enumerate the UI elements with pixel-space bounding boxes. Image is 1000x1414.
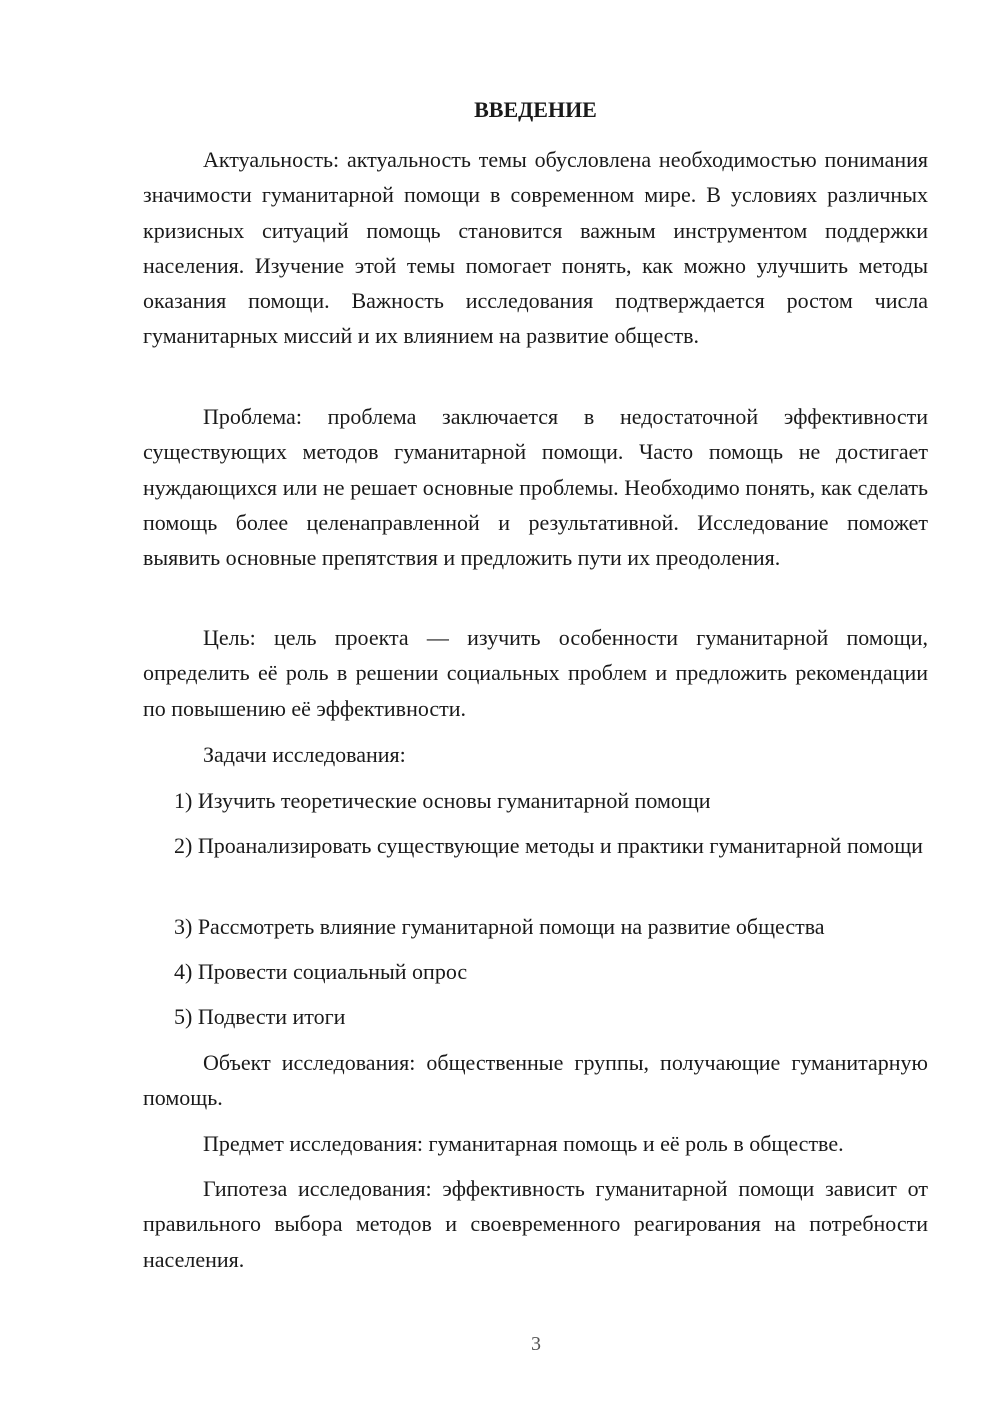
paragraph-goal [143,620,928,726]
paragraph-text: Актуальность: актуальность темы обусловлена необходимостью понимания значимости гуманитарной помощи в современном мире. В условиях различных кризисных ситуаций помощь становится важным инструментом поддержки населения. Изучение этой темы помогает понять, как можно улучшить методы оказания помощи. Важность исследования подтверждается ростом числа гуманитарных миссий и их влиянием на развитие обществ. [143,147,928,349]
paragraph-subject [143,1126,928,1161]
list-item [143,954,928,989]
paragraph-text: Предмет исследования: гуманитарная помощь и её роль в обществе. [203,1131,844,1156]
tasks-heading [143,737,928,772]
paragraph-text: Гипотеза исследования: эффективность гуманитарной помощи зависит от правильного выбора методов и своевременного реагирования на потребности населения. [143,1176,928,1272]
paragraph-problem [143,399,928,575]
task-text: 3) Рассмотреть влияние гуманитарной помощи на развитие общества [174,914,825,939]
paragraph-text: Задачи исследования: [203,742,406,767]
list-item [143,828,928,863]
paragraph-text: Объект исследования: общественные группы, получающие гуманитарную помощь. [143,1050,928,1111]
paragraph-object [143,1045,928,1116]
task-text: 4) Провести социальный опрос [174,959,468,984]
list-item [143,999,928,1034]
paragraph-relevance [143,142,928,354]
task-text: 2) Проанализировать существующие методы и практики гуманитарной помощи [174,833,923,858]
list-item [143,909,928,944]
task-text: 1) Изучить теоретические основы гуманитарной помощи [174,788,711,813]
paragraph-hypothesis [143,1171,928,1277]
page-number: 3 [531,1333,541,1355]
task-text: 5) Подвести итоги [174,1004,346,1029]
paragraph-text: Цель: цель проекта — изучить особенности гуманитарной помощи, определить её роль в решении социальных проблем и предложить рекомендации по повышению её эффективности. [143,625,928,721]
list-item [143,783,928,818]
page-title: ВВЕДЕНИЕ [474,97,597,122]
paragraph-text: Проблема: проблема заключается в недостаточной эффективности существующих методов гуманитарной помощи. Часто помощь не достигает нуждающихся или не решает основные проблемы. Необходимо понять, как сделать помощь более целенаправленной и результативной. Исследование поможет выявить основные препятствия и предложить пути их преодоления. [143,404,928,571]
